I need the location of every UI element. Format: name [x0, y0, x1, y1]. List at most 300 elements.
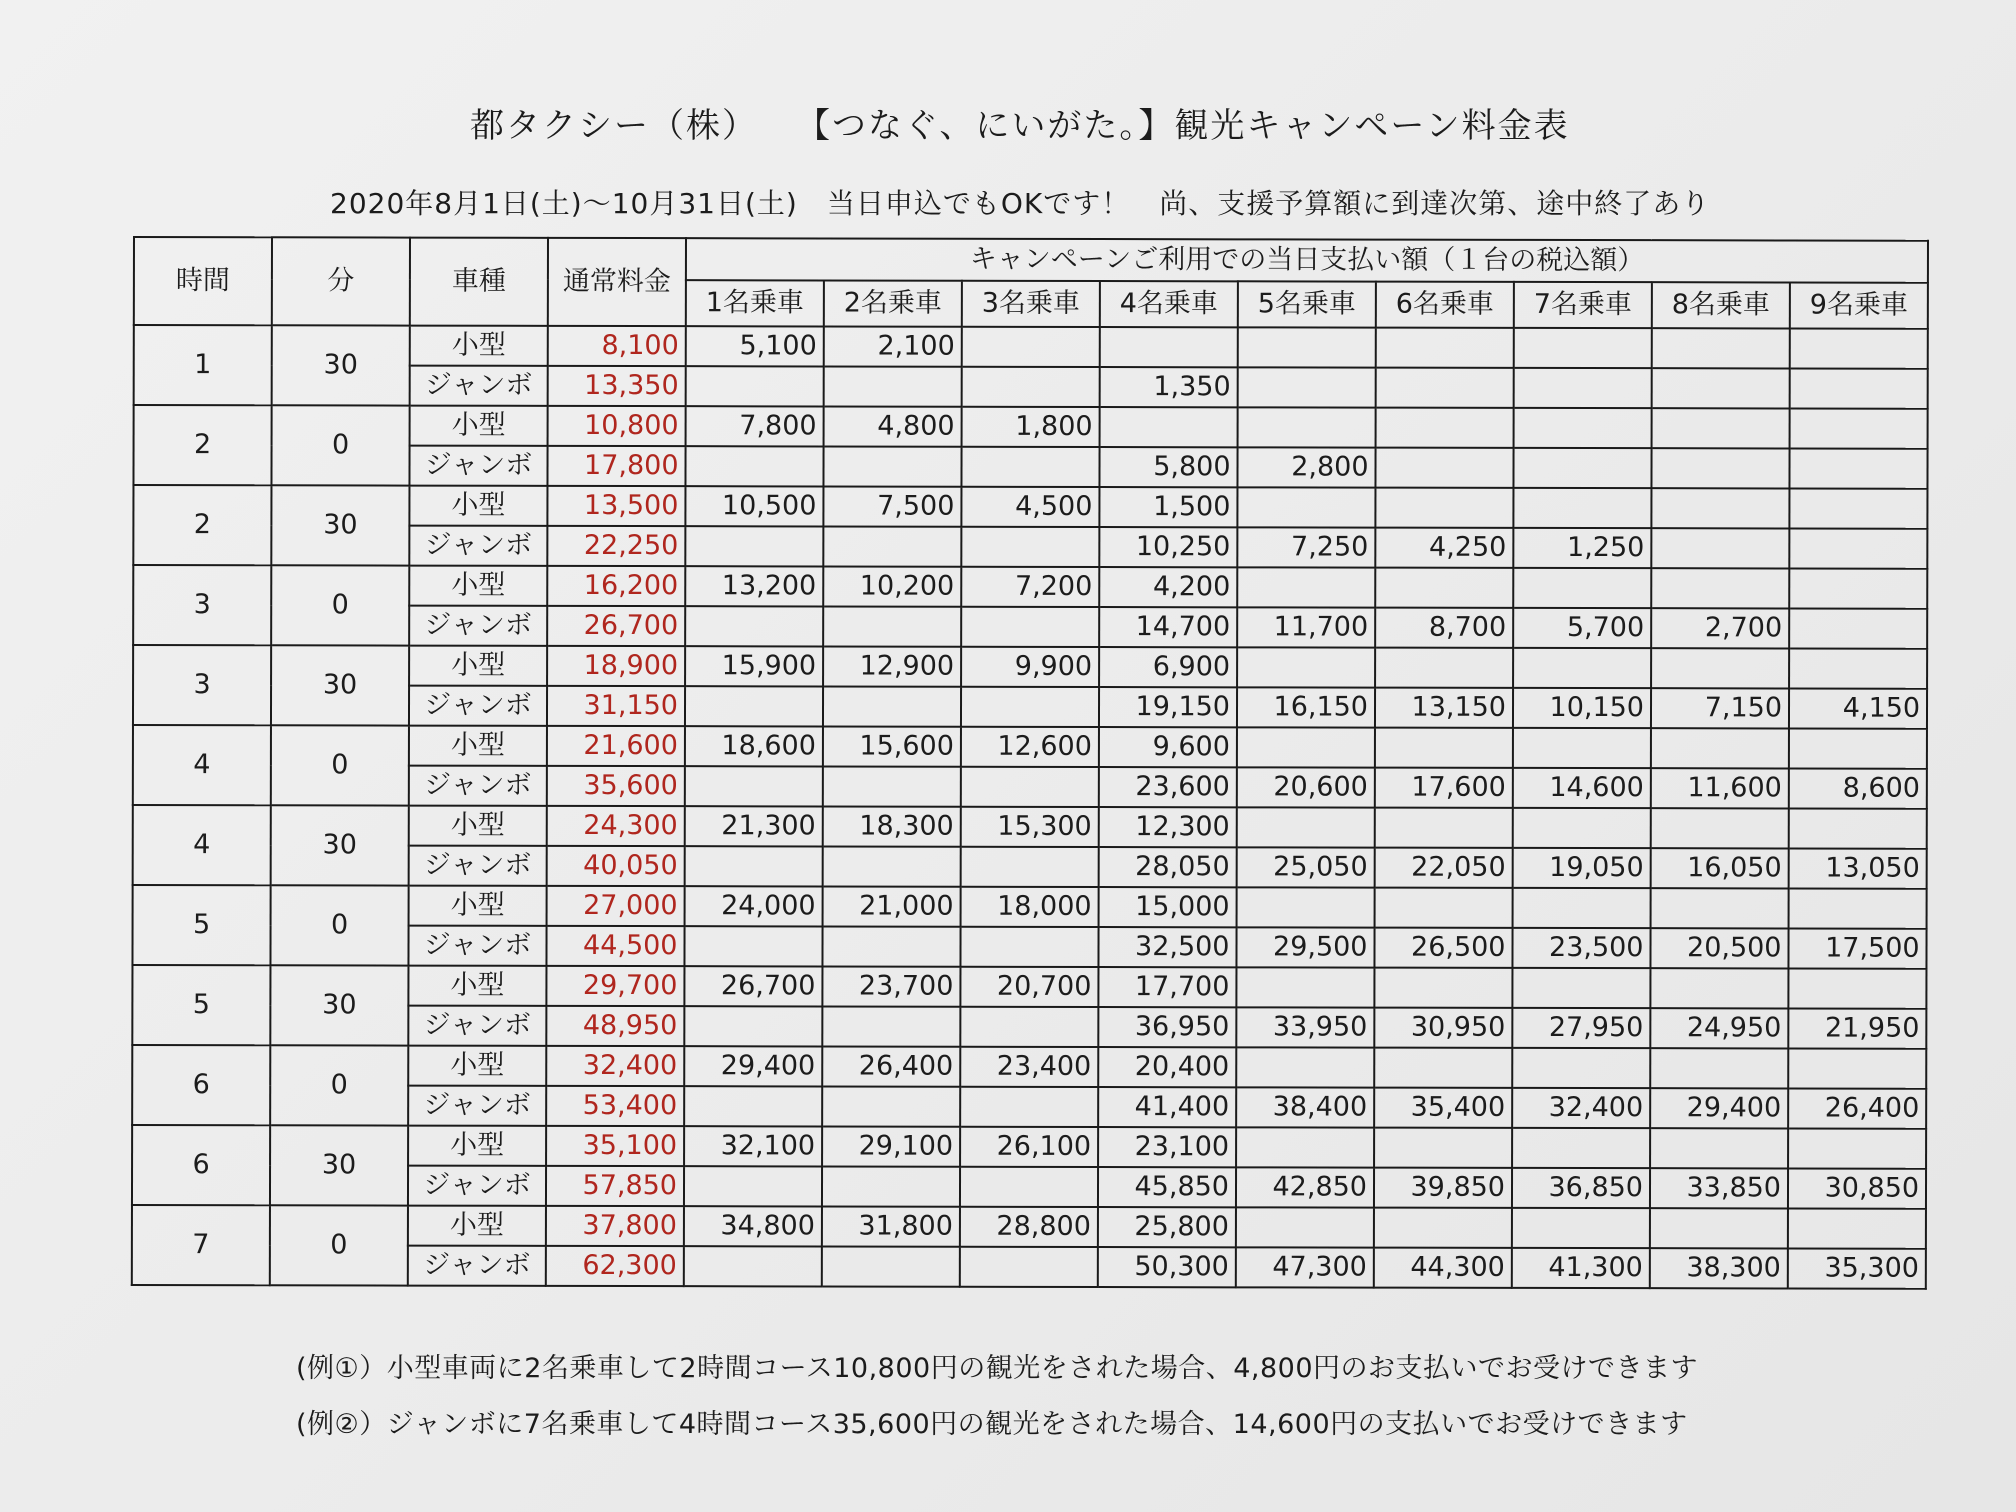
cell-campaign-price: 30,850	[1788, 1168, 1926, 1208]
cell-campaign-price	[1513, 488, 1651, 528]
cell-campaign-price: 17,600	[1375, 768, 1513, 808]
cell-regular-fare: 16,200	[547, 566, 685, 606]
cell-campaign-price: 23,400	[960, 1047, 1098, 1087]
cell-regular-fare: 29,700	[546, 966, 684, 1006]
cell-campaign-price	[1790, 368, 1928, 408]
cell-campaign-price	[1651, 448, 1789, 488]
cell-campaign-price	[1238, 407, 1376, 447]
cell-campaign-price	[1650, 1128, 1788, 1168]
cell-campaign-price	[1514, 368, 1652, 408]
cell-vehicle-type: ジャンボ	[408, 1086, 546, 1126]
cell-campaign-price	[1375, 888, 1513, 928]
cell-campaign-price: 15,600	[823, 726, 961, 766]
table-row	[132, 1205, 1926, 1249]
cell-campaign-price	[1651, 888, 1789, 928]
cell-campaign-price	[1789, 808, 1927, 848]
cell-campaign-price: 7,250	[1237, 527, 1375, 567]
cell-campaign-price: 7,800	[686, 406, 824, 446]
cell-vehicle-type: 小型	[409, 886, 547, 926]
cell-campaign-price	[1375, 808, 1513, 848]
cell-vehicle-type: ジャンボ	[408, 926, 546, 966]
cell-campaign-price: 29,400	[684, 1046, 822, 1086]
cell-regular-fare: 32,400	[546, 1046, 684, 1086]
cell-campaign-price: 12,600	[961, 727, 1099, 767]
cell-minutes: 30	[270, 965, 408, 1045]
cell-campaign-price	[1100, 327, 1238, 367]
cell-campaign-price: 9,600	[1099, 727, 1237, 767]
cell-vehicle-type: 小型	[409, 726, 547, 766]
cell-campaign-price: 35,300	[1788, 1248, 1926, 1288]
cell-campaign-price: 4,250	[1375, 528, 1513, 568]
header-hours: 時間	[134, 237, 272, 325]
cell-campaign-price: 5,700	[1513, 608, 1651, 648]
cell-campaign-price: 32,100	[684, 1126, 822, 1166]
cell-regular-fare: 35,100	[546, 1126, 684, 1166]
cell-vehicle-type: 小型	[410, 406, 548, 446]
cell-campaign-price: 38,300	[1650, 1248, 1788, 1288]
cell-campaign-price	[1376, 368, 1514, 408]
cell-minutes: 30	[270, 1125, 408, 1205]
table-row	[133, 805, 1927, 849]
cell-campaign-price	[685, 606, 823, 646]
cell-campaign-price	[685, 766, 823, 806]
cell-hours: 4	[133, 725, 271, 805]
cell-campaign-price	[1374, 1128, 1512, 1168]
cell-campaign-price	[1652, 408, 1790, 448]
cell-campaign-price: 2,700	[1651, 608, 1789, 648]
cell-vehicle-type: ジャンボ	[409, 446, 547, 486]
cell-campaign-price: 7,500	[823, 486, 961, 526]
cell-campaign-price	[1237, 727, 1375, 767]
cell-campaign-price: 13,150	[1375, 688, 1513, 728]
cell-campaign-price	[686, 366, 824, 406]
cell-campaign-price: 44,300	[1374, 1248, 1512, 1288]
cell-campaign-price	[1513, 568, 1651, 608]
cell-campaign-price	[1237, 487, 1375, 527]
cell-campaign-price: 23,600	[1099, 767, 1237, 807]
cell-regular-fare: 22,250	[547, 526, 685, 566]
cell-campaign-price	[1376, 408, 1514, 448]
example-note-2: (例②）ジャンボに7名乗車して4時間コース35,600円の観光をされた場合、14,600円の支払いでお受けできます	[296, 1409, 1688, 1440]
cell-campaign-price	[822, 1006, 960, 1046]
cell-campaign-price: 8,600	[1789, 768, 1927, 808]
cell-vehicle-type: ジャンボ	[408, 1006, 546, 1046]
cell-campaign-price	[1375, 728, 1513, 768]
cell-regular-fare: 24,300	[547, 806, 685, 846]
cell-minutes: 30	[272, 325, 410, 405]
cell-campaign-price	[1652, 368, 1790, 408]
header-passengers-1: 1名乗車	[686, 280, 824, 326]
cell-campaign-price	[822, 1086, 960, 1126]
cell-campaign-price: 11,600	[1651, 768, 1789, 808]
cell-campaign-price	[823, 446, 961, 486]
cell-campaign-price	[961, 767, 1099, 807]
cell-campaign-price	[1790, 328, 1928, 368]
cell-campaign-price	[960, 927, 1098, 967]
cell-campaign-price: 32,500	[1098, 927, 1236, 967]
cell-campaign-price	[1374, 1048, 1512, 1088]
cell-vehicle-type: ジャンボ	[409, 526, 547, 566]
cell-campaign-price: 41,300	[1512, 1248, 1650, 1288]
cell-campaign-price: 1,500	[1099, 487, 1237, 527]
cell-campaign-price	[961, 847, 1099, 887]
cell-campaign-price: 21,950	[1788, 1008, 1926, 1048]
cell-campaign-price: 13,050	[1789, 848, 1927, 888]
cell-campaign-price	[1651, 488, 1789, 528]
cell-campaign-price	[1651, 568, 1789, 608]
cell-hours: 2	[133, 405, 271, 485]
cell-campaign-price: 32,400	[1512, 1088, 1650, 1128]
cell-campaign-price: 7,150	[1651, 688, 1789, 728]
cell-campaign-price: 36,850	[1512, 1168, 1650, 1208]
cell-campaign-price	[1375, 448, 1513, 488]
cell-campaign-price: 42,850	[1236, 1167, 1374, 1207]
cell-campaign-price: 25,800	[1098, 1207, 1236, 1247]
cell-campaign-price	[1789, 888, 1927, 928]
cell-campaign-price: 26,500	[1374, 928, 1512, 968]
header-passengers-8: 8名乗車	[1652, 282, 1790, 328]
cell-campaign-price	[684, 926, 822, 966]
cell-campaign-price	[1789, 568, 1927, 608]
cell-campaign-price: 27,950	[1512, 1008, 1650, 1048]
cell-campaign-price	[1789, 728, 1927, 768]
cell-campaign-price	[960, 1087, 1098, 1127]
cell-minutes: 0	[271, 725, 409, 805]
cell-campaign-price: 24,950	[1650, 1008, 1788, 1048]
cell-campaign-price: 14,600	[1513, 768, 1651, 808]
cell-campaign-price	[1375, 488, 1513, 528]
cell-campaign-price: 17,500	[1788, 928, 1926, 968]
cell-campaign-price: 17,700	[1098, 967, 1236, 1007]
cell-vehicle-type: 小型	[410, 326, 548, 366]
cell-vehicle-type: ジャンボ	[409, 606, 547, 646]
cell-campaign-price: 47,300	[1236, 1247, 1374, 1287]
cell-regular-fare: 26,700	[547, 606, 685, 646]
cell-campaign-price: 12,900	[823, 646, 961, 686]
header-passengers-7: 7名乗車	[1514, 282, 1652, 328]
cell-campaign-price	[1237, 807, 1375, 847]
cell-campaign-price: 26,100	[960, 1127, 1098, 1167]
table-row	[133, 485, 1927, 529]
cell-campaign-price	[1512, 1048, 1650, 1088]
cell-campaign-price	[1512, 1128, 1650, 1168]
cell-campaign-price: 19,150	[1099, 687, 1237, 727]
header-minutes: 分	[272, 237, 410, 325]
cell-regular-fare: 37,800	[546, 1206, 684, 1246]
header-passengers-4: 4名乗車	[1100, 281, 1238, 327]
cell-campaign-price: 18,300	[823, 806, 961, 846]
cell-minutes: 30	[271, 485, 409, 565]
cell-campaign-price: 34,800	[684, 1206, 822, 1246]
cell-vehicle-type: 小型	[408, 966, 546, 1006]
cell-campaign-price: 26,400	[822, 1046, 960, 1086]
cell-hours: 7	[132, 1205, 270, 1285]
cell-campaign-price	[1374, 968, 1512, 1008]
cell-campaign-price: 31,800	[822, 1206, 960, 1246]
cell-campaign-price	[684, 1246, 822, 1286]
cell-campaign-price	[1237, 567, 1375, 607]
cell-campaign-price	[1374, 1208, 1512, 1248]
table-row	[133, 645, 1927, 689]
cell-minutes: 0	[270, 1045, 408, 1125]
header-passengers-9: 9名乗車	[1790, 282, 1928, 328]
cell-campaign-price	[685, 846, 823, 886]
cell-campaign-price	[1238, 327, 1376, 367]
cell-campaign-price	[1789, 528, 1927, 568]
cell-campaign-price	[1236, 1207, 1374, 1247]
cell-minutes: 0	[271, 405, 409, 485]
cell-campaign-price: 15,900	[685, 646, 823, 686]
cell-campaign-price: 12,300	[1099, 807, 1237, 847]
header-regular-fare: 通常料金	[548, 238, 686, 326]
cell-campaign-price: 33,850	[1650, 1168, 1788, 1208]
cell-campaign-price: 9,900	[961, 647, 1099, 687]
cell-campaign-price	[1652, 328, 1790, 368]
cell-hours: 5	[132, 965, 270, 1045]
cell-campaign-price: 20,500	[1650, 928, 1788, 968]
cell-regular-fare: 53,400	[546, 1086, 684, 1126]
cell-minutes: 0	[270, 1205, 408, 1285]
cell-regular-fare: 40,050	[547, 846, 685, 886]
cell-hours: 3	[133, 645, 271, 725]
cell-campaign-price	[824, 366, 962, 406]
table-row	[132, 1125, 1926, 1169]
cell-campaign-price	[1513, 448, 1651, 488]
cell-campaign-price: 10,250	[1099, 527, 1237, 567]
cell-regular-fare: 57,850	[546, 1166, 684, 1206]
cell-campaign-price: 35,400	[1374, 1088, 1512, 1128]
cell-campaign-price	[822, 926, 960, 966]
cell-campaign-price	[823, 526, 961, 566]
header-passengers-6: 6名乗車	[1376, 282, 1514, 328]
cell-campaign-price: 16,050	[1651, 848, 1789, 888]
cell-hours: 3	[133, 565, 271, 645]
cell-regular-fare: 18,900	[547, 646, 685, 686]
cell-campaign-price: 29,400	[1650, 1088, 1788, 1128]
cell-campaign-price: 41,400	[1098, 1087, 1236, 1127]
cell-campaign-price	[1788, 1048, 1926, 1088]
cell-campaign-price: 28,050	[1099, 847, 1237, 887]
cell-campaign-price: 1,350	[1100, 367, 1238, 407]
cell-campaign-price: 33,950	[1236, 1007, 1374, 1047]
cell-regular-fare: 31,150	[547, 686, 685, 726]
cell-hours: 1	[134, 325, 272, 405]
cell-campaign-price: 25,050	[1237, 847, 1375, 887]
cell-campaign-price: 19,050	[1513, 848, 1651, 888]
cell-campaign-price	[1237, 647, 1375, 687]
cell-campaign-price	[684, 1166, 822, 1206]
header-passengers-3: 3名乗車	[962, 281, 1100, 327]
page-title: 都タクシー（株） 【つなぐ、にいがた。】観光キャンペーン料金表	[470, 106, 1570, 146]
cell-campaign-price: 7,200	[961, 567, 1099, 607]
cell-campaign-price	[1650, 1048, 1788, 1088]
cell-campaign-price: 15,300	[961, 807, 1099, 847]
cell-campaign-price: 5,800	[1099, 447, 1237, 487]
cell-campaign-price: 1,250	[1513, 528, 1651, 568]
cell-campaign-price	[1236, 1047, 1374, 1087]
cell-minutes: 0	[270, 885, 408, 965]
cell-campaign-price: 20,600	[1237, 767, 1375, 807]
cell-campaign-price	[962, 367, 1100, 407]
cell-campaign-price: 14,700	[1099, 607, 1237, 647]
cell-campaign-price	[823, 606, 961, 646]
cell-campaign-price	[1513, 888, 1651, 928]
cell-vehicle-type: 小型	[409, 806, 547, 846]
cell-campaign-price	[822, 1246, 960, 1286]
header-passengers-2: 2名乗車	[824, 280, 962, 326]
table-row	[132, 1045, 1926, 1089]
cell-campaign-price: 6,900	[1099, 647, 1237, 687]
cell-campaign-price	[1237, 887, 1375, 927]
cell-campaign-price: 20,400	[1098, 1047, 1236, 1087]
cell-campaign-price	[1375, 648, 1513, 688]
cell-campaign-price	[1650, 1208, 1788, 1248]
cell-vehicle-type: 小型	[409, 486, 547, 526]
cell-campaign-price	[1236, 1127, 1374, 1167]
cell-campaign-price	[960, 1007, 1098, 1047]
cell-campaign-price: 50,300	[1098, 1247, 1236, 1287]
cell-regular-fare: 27,000	[547, 886, 685, 926]
cell-vehicle-type: 小型	[409, 646, 547, 686]
cell-campaign-price: 11,700	[1237, 607, 1375, 647]
table-row	[133, 565, 1927, 609]
cell-regular-fare: 8,100	[548, 326, 686, 366]
cell-campaign-price	[685, 526, 823, 566]
cell-campaign-price	[1651, 528, 1789, 568]
cell-campaign-price	[684, 1086, 822, 1126]
cell-campaign-price: 18,600	[685, 726, 823, 766]
cell-campaign-price: 1,800	[962, 407, 1100, 447]
cell-campaign-price: 4,200	[1099, 567, 1237, 607]
cell-minutes: 30	[271, 805, 409, 885]
cell-campaign-price: 23,700	[822, 966, 960, 1006]
cell-campaign-price: 15,000	[1099, 887, 1237, 927]
cell-hours: 4	[133, 805, 271, 885]
cell-campaign-price	[1789, 648, 1927, 688]
cell-vehicle-type: ジャンボ	[409, 766, 547, 806]
cell-campaign-price	[1789, 608, 1927, 648]
fare-table	[131, 236, 1929, 1290]
cell-regular-fare: 44,500	[546, 926, 684, 966]
cell-vehicle-type: ジャンボ	[409, 686, 547, 726]
cell-campaign-price	[1789, 448, 1927, 488]
cell-vehicle-type: 小型	[408, 1046, 546, 1086]
cell-campaign-price	[1788, 1208, 1926, 1248]
cell-campaign-price: 18,000	[961, 887, 1099, 927]
cell-campaign-price: 22,050	[1375, 848, 1513, 888]
cell-campaign-price	[822, 1166, 960, 1206]
cell-campaign-price: 39,850	[1374, 1168, 1512, 1208]
cell-campaign-price: 10,150	[1513, 688, 1651, 728]
cell-campaign-price	[1788, 1128, 1926, 1168]
cell-campaign-price: 10,200	[823, 566, 961, 606]
cell-campaign-price: 4,150	[1789, 688, 1927, 728]
cell-campaign-price: 20,700	[960, 967, 1098, 1007]
cell-vehicle-type: 小型	[408, 1126, 546, 1166]
cell-campaign-price	[960, 1247, 1098, 1287]
cell-campaign-price: 26,400	[1788, 1088, 1926, 1128]
cell-minutes: 30	[271, 645, 409, 725]
cell-campaign-price: 36,950	[1098, 1007, 1236, 1047]
campaign-period-note: 2020年8月1日(土)～10月31日(土) 当日申込でもOKです！ 尚、支援予算額に到達次第、途中終了あり	[330, 187, 1711, 220]
cell-regular-fare: 62,300	[546, 1246, 684, 1286]
cell-campaign-price	[1651, 728, 1789, 768]
header-campaign-payment: キャンペーンご利用での当日支払い額（１台の税込額）	[686, 238, 1928, 283]
cell-regular-fare: 13,500	[547, 486, 685, 526]
cell-campaign-price: 38,400	[1236, 1087, 1374, 1127]
cell-campaign-price: 26,700	[684, 966, 822, 1006]
cell-campaign-price	[1651, 648, 1789, 688]
cell-vehicle-type: 小型	[408, 1206, 546, 1246]
cell-hours: 6	[132, 1125, 270, 1205]
table-row	[133, 885, 1927, 929]
cell-campaign-price: 45,850	[1098, 1167, 1236, 1207]
cell-campaign-price: 2,800	[1237, 447, 1375, 487]
cell-campaign-price	[1513, 808, 1651, 848]
cell-campaign-price	[1513, 648, 1651, 688]
cell-campaign-price	[823, 846, 961, 886]
cell-campaign-price: 13,200	[685, 566, 823, 606]
cell-hours: 2	[133, 485, 271, 565]
cell-campaign-price: 8,700	[1375, 608, 1513, 648]
cell-vehicle-type: ジャンボ	[409, 846, 547, 886]
cell-campaign-price	[1376, 328, 1514, 368]
cell-campaign-price	[962, 327, 1100, 367]
cell-campaign-price	[960, 1167, 1098, 1207]
cell-regular-fare: 48,950	[546, 1006, 684, 1046]
cell-campaign-price	[1514, 328, 1652, 368]
cell-campaign-price: 2,100	[824, 326, 962, 366]
cell-campaign-price	[961, 527, 1099, 567]
cell-campaign-price	[1512, 968, 1650, 1008]
cell-campaign-price: 24,000	[685, 886, 823, 926]
cell-campaign-price	[1651, 808, 1789, 848]
cell-campaign-price	[1788, 968, 1926, 1008]
cell-campaign-price: 4,500	[961, 487, 1099, 527]
cell-campaign-price: 21,300	[685, 806, 823, 846]
table-row	[134, 325, 1928, 369]
cell-campaign-price: 29,100	[822, 1126, 960, 1166]
cell-campaign-price: 16,150	[1237, 687, 1375, 727]
cell-vehicle-type: ジャンボ	[408, 1166, 546, 1206]
cell-campaign-price	[1238, 367, 1376, 407]
cell-regular-fare: 10,800	[548, 406, 686, 446]
cell-minutes: 0	[271, 565, 409, 645]
cell-campaign-price: 23,500	[1512, 928, 1650, 968]
cell-campaign-price	[1236, 967, 1374, 1007]
cell-campaign-price	[685, 446, 823, 486]
cell-vehicle-type: ジャンボ	[408, 1246, 546, 1286]
cell-campaign-price: 29,500	[1236, 927, 1374, 967]
cell-campaign-price	[961, 607, 1099, 647]
cell-campaign-price: 5,100	[686, 326, 824, 366]
cell-campaign-price	[685, 686, 823, 726]
example-note-1: (例①）小型車両に2名乗車して2時間コース10,800円の観光をされた場合、4,800円のお支払いでお受けできます	[296, 1353, 1699, 1384]
table-row	[134, 405, 1928, 449]
table-row	[132, 965, 1926, 1009]
cell-campaign-price: 21,000	[823, 886, 961, 926]
cell-campaign-price: 4,800	[824, 406, 962, 446]
cell-campaign-price	[1650, 968, 1788, 1008]
cell-campaign-price: 23,100	[1098, 1127, 1236, 1167]
cell-campaign-price: 30,950	[1374, 1008, 1512, 1048]
cell-vehicle-type: 小型	[409, 566, 547, 606]
cell-campaign-price	[1790, 408, 1928, 448]
cell-campaign-price	[1789, 488, 1927, 528]
cell-campaign-price	[1514, 408, 1652, 448]
cell-campaign-price	[961, 687, 1099, 727]
cell-campaign-price	[961, 447, 1099, 487]
